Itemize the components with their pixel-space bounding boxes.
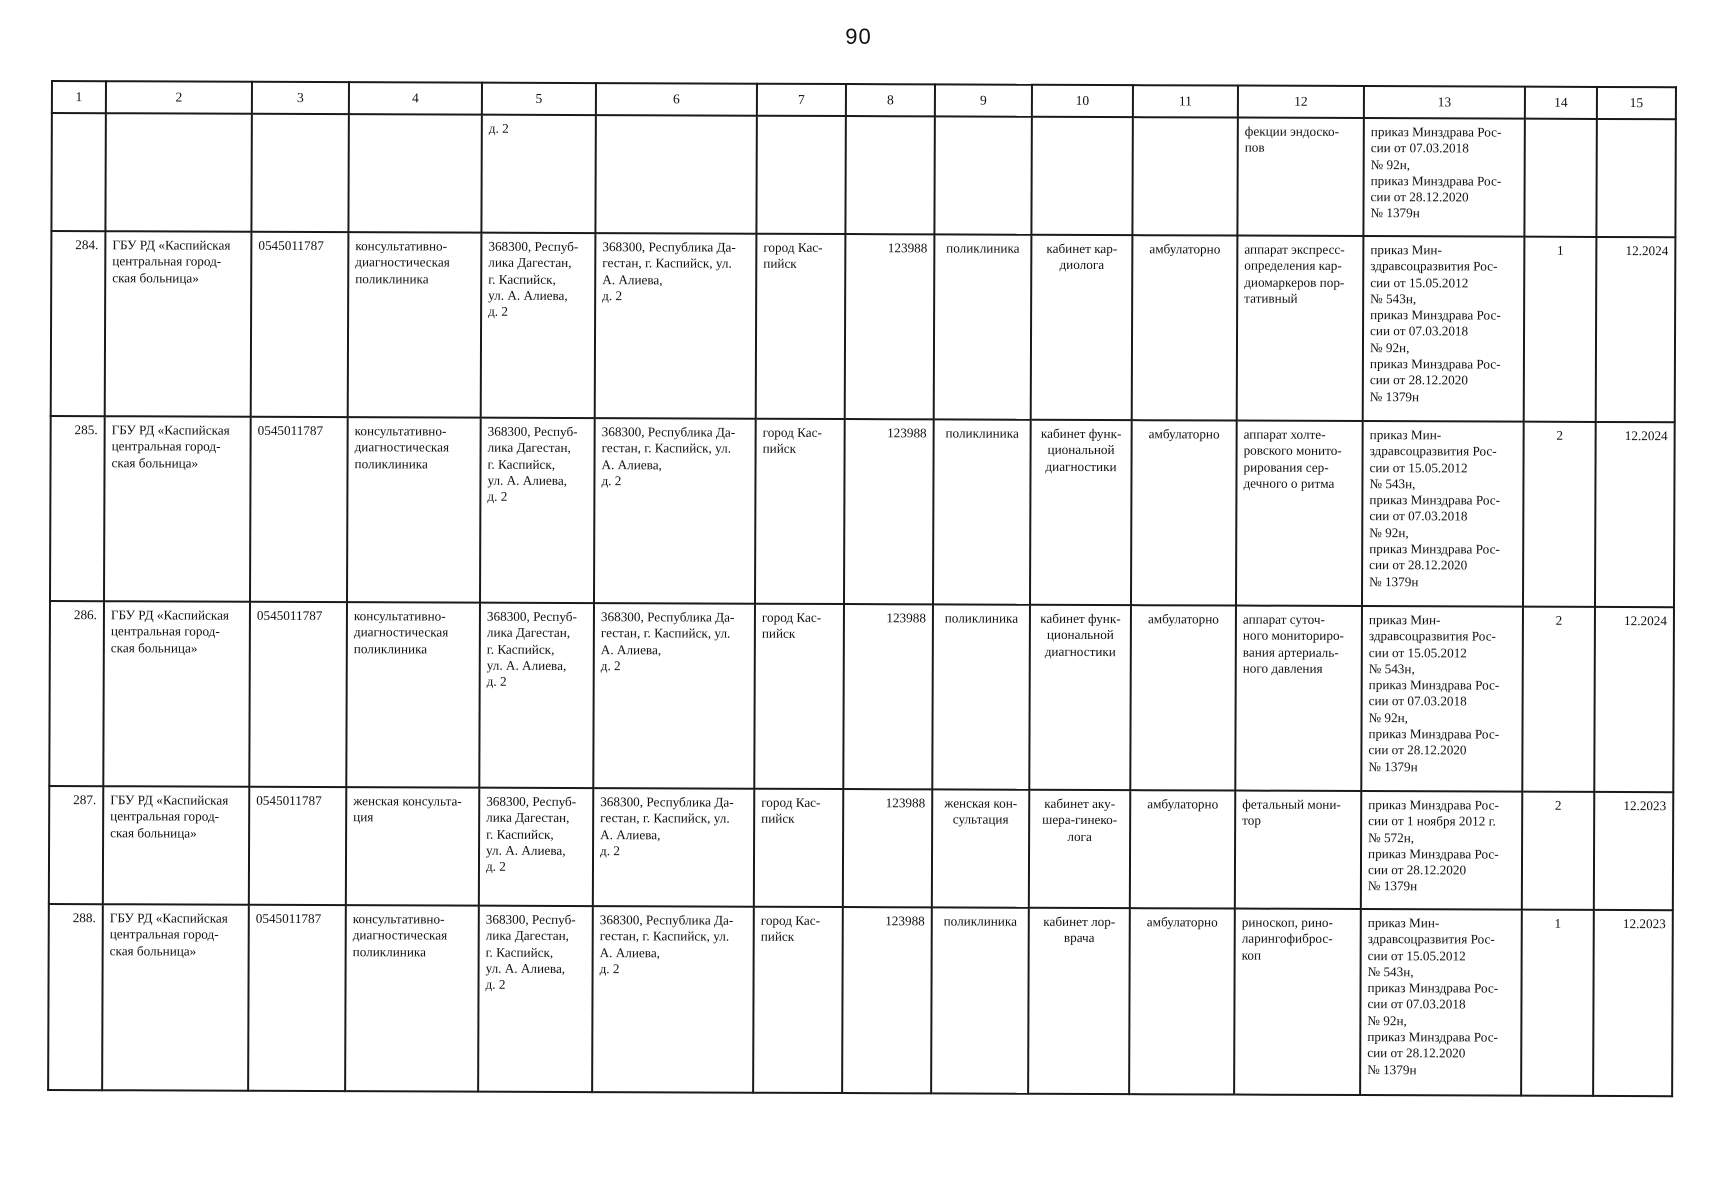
subdivision-cell: женская кон- сультация bbox=[932, 789, 1029, 907]
orders-cell: приказ Мин- здравсоцразвития Рос- сии от 15.05.2012 № 543н, приказ Минздрава Рос- сии от 07.03.2018 № 92н, приказ Минздрава Рос- сии от 28.12.2020 № 1379н bbox=[1362, 421, 1524, 607]
organization-cell: ГБУ РД «Каспийская центральная город- ская больница» bbox=[104, 416, 251, 602]
column-header: 12 bbox=[1238, 86, 1364, 118]
quantity-cell: 2 bbox=[1522, 792, 1594, 910]
subdivision-cell: поликлиника bbox=[931, 907, 1029, 1093]
row-number-cell: 286. bbox=[49, 601, 104, 786]
room-cell: кабинет кар- диолога bbox=[1031, 235, 1133, 420]
column-header: 10 bbox=[1032, 85, 1133, 117]
locality-cell: город Кас- пийск bbox=[755, 419, 845, 604]
date-cell: 12.2024 bbox=[1595, 422, 1675, 607]
date-cell: 12.2024 bbox=[1596, 237, 1676, 422]
equipment-register-table bbox=[47, 80, 1677, 1097]
orders-cell: приказ Минздрава Рос- сии от 07.03.2018 № 92н, приказ Минздрава Рос- сии от 28.12.2020 № 1379н bbox=[1363, 118, 1524, 237]
legal-address-cell: 368300, Респуб- лика Дагестан, г. Каспийск, ул. А. Алиева, д. 2 bbox=[480, 418, 595, 603]
column-header: 15 bbox=[1597, 87, 1676, 119]
column-header: 7 bbox=[757, 84, 846, 116]
orders-cell: приказ Мин- здравсоцразвития Рос- сии от 15.05.2012 № 543н, приказ Минздрава Рос- сии от 07.03.2018 № 92н, приказ Минздрава Рос- сии от 28.12.2020 № 1379н bbox=[1363, 236, 1525, 422]
column-header: 14 bbox=[1525, 87, 1597, 119]
column-header: 8 bbox=[846, 84, 935, 116]
orders-cell: приказ Мин- здравсоцразвития Рос- сии от 15.05.2012 № 543н, приказ Минздрава Рос- сии от 07.03.2018 № 92н, приказ Минздрава Рос- сии от 28.12.2020 № 1379н bbox=[1360, 909, 1522, 1096]
unit-cell: женская консульта- ция bbox=[346, 787, 479, 906]
date-cell: 12.2023 bbox=[1593, 910, 1673, 1096]
equipment-cell: риноскоп, рино- ларингофиброс- коп bbox=[1234, 909, 1361, 1095]
quantity-cell: 2 bbox=[1523, 422, 1596, 607]
row-number-cell: 285. bbox=[50, 416, 105, 601]
subdivision-cell: поликлиника bbox=[933, 419, 1031, 604]
equipment-cell: аппарат экспресс- определения кар- диомаркеров пор- тативный bbox=[1237, 236, 1364, 421]
okato-cell: 123988 bbox=[843, 604, 933, 789]
column-header: 9 bbox=[935, 84, 1032, 116]
row-number-cell: 287. bbox=[49, 786, 103, 904]
locality-cell: город Кас- пийск bbox=[753, 907, 843, 1093]
column-header: 5 bbox=[482, 83, 596, 115]
table-row bbox=[50, 416, 1675, 607]
okato-cell: 123988 bbox=[844, 419, 934, 604]
orders-cell: приказ Минздрава Рос- сии от 1 ноября 2012 г. № 572н, приказ Минздрава Рос- сии от 28.12.2020 № 1379н bbox=[1361, 791, 1522, 910]
care-mode-cell: амбулаторно bbox=[1132, 235, 1238, 420]
legal-address-cell: 368300, Респуб- лика Дагестан, г. Каспийск, ул. А. Алиева, д. 2 bbox=[481, 233, 596, 418]
inn-cell: 0545011787 bbox=[250, 417, 348, 602]
inn-cell: 0545011787 bbox=[249, 787, 346, 905]
page-number: 90 bbox=[845, 24, 872, 49]
locality-cell: город Кас- пийск bbox=[754, 604, 844, 789]
care-mode-cell: амбулаторно bbox=[1130, 605, 1236, 790]
table-row-continuation bbox=[51, 113, 1675, 237]
room-cell: кабинет аку- шера-гинеко- лога bbox=[1029, 790, 1130, 908]
inn-cell: 0545011787 bbox=[251, 232, 349, 417]
date-cell: 12.2024 bbox=[1594, 607, 1674, 792]
legal-address-cell: 368300, Респуб- лика Дагестан, г. Каспийск, ул. А. Алиева, д. 2 bbox=[478, 906, 593, 1092]
column-header: 6 bbox=[596, 83, 757, 116]
quantity-cell: 1 bbox=[1524, 237, 1597, 422]
room-cell: кабинет лор- врача bbox=[1028, 908, 1130, 1094]
care-mode-cell: амбулаторно bbox=[1130, 790, 1235, 908]
inn-cell: 0545011787 bbox=[248, 905, 346, 1091]
okato-cell: 123988 bbox=[842, 907, 932, 1093]
organization-cell: ГБУ РД «Каспийская центральная город- ская больница» bbox=[102, 904, 249, 1091]
unit-cell: консультативно- диагностическая поликлиника bbox=[348, 232, 482, 418]
legal-address-cell: 368300, Респуб- лика Дагестан, г. Каспийск, ул. А. Алиева, д. 2 bbox=[479, 788, 593, 906]
equipment-cell: фетальный мони- тор bbox=[1235, 791, 1361, 909]
legal-address-cell: 368300, Респуб- лика Дагестан, г. Каспийск, ул. А. Алиева, д. 2 bbox=[479, 603, 594, 788]
room-cell: кабинет функ- циональной диагностики bbox=[1030, 420, 1132, 605]
quantity-cell: 2 bbox=[1522, 607, 1595, 792]
actual-address-cell: 368300, Республика Да- гестан, г. Каспийск, ул. А. Алиева, д. 2 bbox=[592, 906, 754, 1093]
table-row bbox=[48, 904, 1673, 1096]
column-header: 2 bbox=[106, 81, 252, 114]
quantity-cell: 1 bbox=[1521, 910, 1594, 1096]
equipment-cell: фекции эндоско- пов bbox=[1237, 118, 1363, 236]
row-number-cell: 288. bbox=[48, 904, 103, 1090]
column-header: 3 bbox=[252, 82, 349, 114]
actual-address-cell: 368300, Республика Да- гестан, г. Каспийск, ул. А. Алиева, д. 2 bbox=[595, 233, 757, 419]
care-mode-cell: амбулаторно bbox=[1131, 420, 1237, 605]
locality-cell: город Кас- пийск bbox=[754, 789, 843, 907]
table-row bbox=[49, 601, 1674, 792]
inn-cell: 0545011787 bbox=[249, 602, 347, 787]
locality-cell: город Кас- пийск bbox=[756, 234, 846, 419]
unit-cell: консультативно- диагностическая поликлиника bbox=[347, 417, 481, 603]
table-row bbox=[49, 786, 1673, 910]
care-mode-cell: амбулаторно bbox=[1129, 908, 1235, 1094]
actual-address-cell: 368300, Республика Да- гестан, г. Каспийск, ул. А. Алиева, д. 2 bbox=[593, 603, 755, 789]
column-header: 13 bbox=[1364, 86, 1525, 119]
subdivision-cell: поликлиника bbox=[932, 604, 1030, 789]
room-cell: кабинет функ- циональной диагностики bbox=[1029, 605, 1131, 790]
column-header: 1 bbox=[52, 81, 106, 113]
organization-cell: ГБУ РД «Каспийская центральная город- ская больница» bbox=[103, 786, 249, 905]
unit-cell: консультативно- диагностическая поликлиника bbox=[346, 602, 480, 788]
table-row bbox=[51, 231, 1676, 422]
legal-address-cell: д. 2 bbox=[481, 115, 595, 233]
column-header: 11 bbox=[1133, 85, 1238, 117]
orders-cell: приказ Мин- здравсоцразвития Рос- сии от 15.05.2012 № 543н, приказ Минздрава Рос- сии от 07.03.2018 № 92н, приказ Минздрава Рос- сии от 28.12.2020 № 1379н bbox=[1361, 606, 1523, 792]
equipment-cell: аппарат холте- ровского монито- рирования сер- дечного о ритма bbox=[1236, 421, 1363, 606]
subdivision-cell: поликлиника bbox=[934, 234, 1032, 419]
organization-cell: ГБУ РД «Каспийская центральная город- ская больница» bbox=[105, 231, 252, 417]
column-header: 4 bbox=[349, 82, 482, 115]
organization-cell: ГБУ РД «Каспийская центральная город- ская больница» bbox=[103, 601, 250, 787]
equipment-cell: аппарат суточ- ного мониториро- вания артериаль- ного давления bbox=[1235, 606, 1362, 791]
actual-address-cell: 368300, Республика Да- гестан, г. Каспийск, ул. А. Алиева, д. 2 bbox=[593, 788, 754, 907]
unit-cell: консультативно- диагностическая поликлиника bbox=[345, 905, 479, 1092]
okato-cell: 123988 bbox=[843, 789, 932, 907]
date-cell: 12.2023 bbox=[1594, 792, 1673, 910]
row-number-cell: 284. bbox=[51, 231, 106, 416]
okato-cell: 123988 bbox=[845, 234, 935, 419]
actual-address-cell: 368300, Республика Да- гестан, г. Каспийск, ул. А. Алиева, д. 2 bbox=[594, 418, 756, 604]
